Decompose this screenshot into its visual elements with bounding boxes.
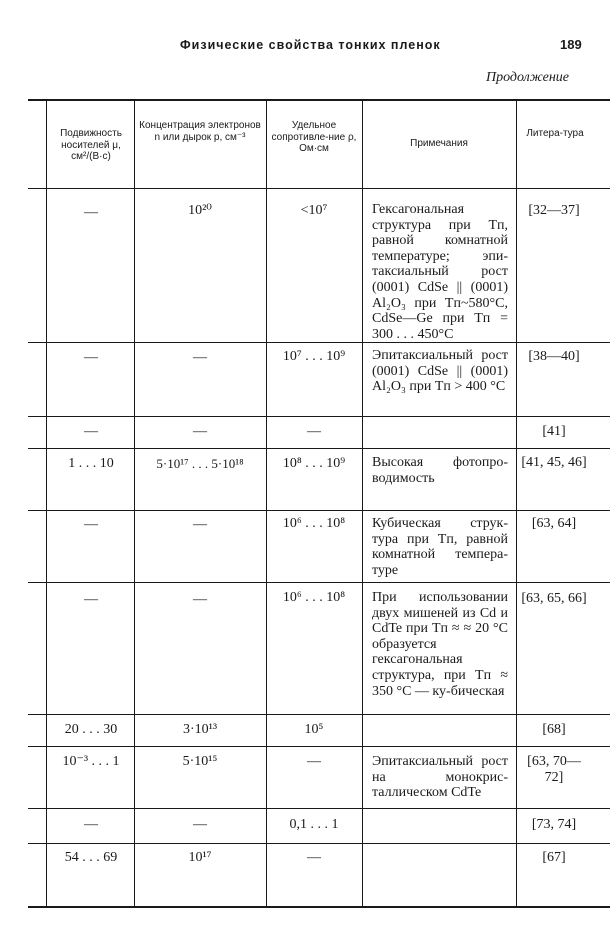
cell-resistivity: 10⁶ . . . 10⁸ — [282, 516, 346, 531]
row-separator — [28, 342, 610, 343]
cell-notes: При использовании двух мишеней из Cd и CdTe при Tп ≈ ≈ 20 °C образуется гексагональная структура, при Tп ≈ 350 °C — ку-бическая — [372, 590, 508, 699]
cell-mobility: 54 . . . 69 — [64, 850, 118, 865]
cell-resistivity: 10⁵ — [304, 722, 324, 737]
cell-mobility: 10⁻³ . . . 1 — [62, 754, 120, 769]
cell-references: [73, 74] — [531, 817, 577, 832]
cell-concentration: 10²⁰ — [188, 203, 212, 218]
header-mobility: Подвижность носителей μ, см²/(В·с) — [60, 128, 122, 162]
row-separator — [28, 448, 610, 449]
row-separator — [28, 582, 610, 583]
cell-references: [63, 64] — [531, 516, 577, 531]
cell-resistivity: 10⁸ . . . 10⁹ — [282, 456, 346, 471]
cell-mobility: — — [84, 424, 98, 439]
running-header: Физические свойства тонких пленок — [180, 38, 441, 52]
cell-mobility: — — [84, 817, 98, 832]
cell-notes: Кубическая струк-тура при Tп, равной комнатной темпера-туре — [372, 516, 508, 578]
column-divider — [46, 99, 47, 907]
cell-notes: Эпитаксиальный рост на монокрис-таллическом CdTe — [372, 754, 508, 801]
cell-mobility: 20 . . . 30 — [64, 722, 118, 737]
cell-mobility: — — [84, 350, 98, 365]
table-top-rule — [28, 99, 610, 101]
cell-resistivity: 0,1 . . . 1 — [289, 817, 339, 832]
row-separator — [28, 510, 610, 511]
cell-concentration: 3·10¹³ — [182, 722, 218, 737]
cell-references: [32—37] — [528, 203, 580, 218]
column-divider — [516, 99, 517, 907]
row-separator — [28, 808, 610, 809]
header-resistivity: Удельное сопротивле-ние ρ, Ом·см — [271, 120, 357, 154]
cell-concentration: — — [193, 424, 207, 439]
cell-concentration: — — [193, 517, 207, 532]
cell-resistivity: 10⁶ . . . 10⁸ — [282, 590, 346, 605]
cell-references: [67] — [542, 850, 566, 865]
cell-resistivity: — — [307, 754, 321, 769]
page-number: 189 — [560, 37, 582, 52]
cell-references: [41] — [542, 424, 566, 439]
header-concentration: Концентрация электронов n или дырок p, см⁻³ — [139, 120, 261, 143]
cell-mobility: — — [84, 517, 98, 532]
row-separator — [28, 416, 610, 417]
cell-concentration: 10¹⁷ — [188, 850, 212, 865]
cell-concentration: — — [193, 350, 207, 365]
header-separator — [28, 188, 610, 189]
cell-references: [68] — [542, 722, 566, 737]
cell-concentration: — — [193, 592, 207, 607]
cell-concentration: 5·10¹⁷ . . . 5·10¹⁸ — [156, 456, 244, 471]
cell-references: [63, 65, 66] — [521, 591, 587, 606]
cell-resistivity: <10⁷ — [300, 203, 328, 218]
continuation-label: Продолжение — [486, 70, 569, 85]
cell-references: [63, 70—72] — [527, 754, 581, 785]
header-notes: Примечания — [410, 138, 468, 149]
cell-mobility: — — [84, 592, 98, 607]
cell-references: [38—40] — [528, 349, 580, 364]
column-divider — [134, 99, 135, 907]
cell-mobility: 1 . . . 10 — [68, 456, 114, 471]
cell-resistivity: 10⁷ . . . 10⁹ — [282, 349, 346, 364]
cell-notes: Гексагональная структура при Tп, равной комнатной температуре; эпи-таксиальный рост (0001) CdSe || (0001) Al₂O₃ при Tп~580°C, CdSe—Ge при Tп = 300 . . . 450°C — [372, 202, 508, 342]
cell-resistivity: — — [307, 850, 321, 865]
cell-concentration: 5·10¹⁵ — [182, 754, 218, 769]
cell-references: [41, 45, 46] — [521, 455, 587, 470]
table-bottom-rule — [28, 906, 610, 908]
column-divider — [266, 99, 267, 907]
cell-mobility: — — [84, 205, 98, 220]
header-references: Литера-тура — [526, 128, 584, 139]
cell-notes: Высокая фотопро-водимость — [372, 455, 508, 486]
cell-concentration: — — [193, 817, 207, 832]
row-separator — [28, 843, 610, 844]
row-separator — [28, 714, 610, 715]
cell-resistivity: — — [307, 424, 321, 439]
column-divider — [362, 99, 363, 907]
row-separator — [28, 746, 610, 747]
cell-notes: Эпитаксиальный рост (0001) CdSe || (0001) Al₂O₃ при Tп > 400 °C — [372, 348, 508, 395]
